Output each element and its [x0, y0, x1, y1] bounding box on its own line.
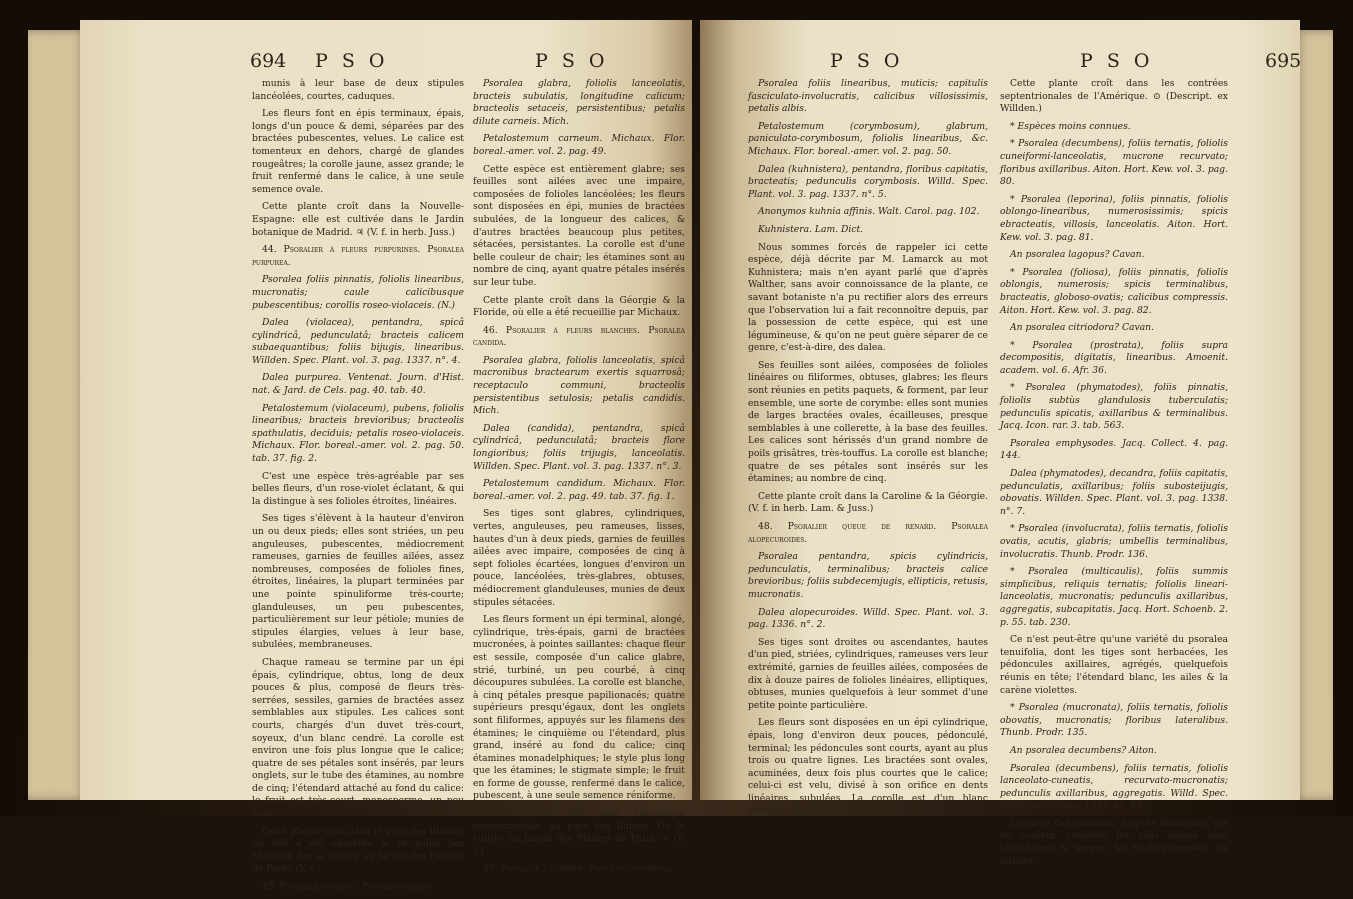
- paragraph: An psoralea lagopus? Cavan.: [1010, 249, 1145, 261]
- paragraph: * Psoralea (decumbens), foliis ternatis, foliolis cuneiformi-lanceolatis, mucrone recurvato; floribus axillaribus. Aiton. Hort. Kew. vol. 3. pag. 80.: [1000, 138, 1228, 188]
- paragraph: Cette plante croît dans la Nouvelle-Espagne: elle est cultivée dans le Jardin botanique de Madrid. ♃ (V. f. in herb. Juss.): [252, 201, 464, 238]
- paragraph: Cette plante croît dans le pays des Illinois, où elle a été observée & recueillie par Michaux. On la cultive au Jardin des Plantes de Paris. (V. v.): [252, 825, 464, 875]
- right-column-2: [1000, 78, 1228, 873]
- paragraph: Psoralea glabra, foliolis lanceolatis, spicâ macronibus bractearum exertis squarrosâ; receptaculo communi, bracteolis persistentibus setulosis; petalis candidis. Mich.: [473, 354, 685, 417]
- paragraph: C'est une espèce très-agréable par ses belles fleurs, d'un rose-violet éclatant, & qui la distingue à ses folioles étroites, linéaires.: [252, 470, 464, 507]
- paragraph: Petalostemum carneum. Michaux. Flor. boreal.-amer. vol. 2. pag. 49.: [473, 133, 685, 157]
- paragraph: munis à leur base de deux stipules lancéolées, courtes, caduques.: [252, 78, 464, 102]
- paragraph: Dalea (kuhnistera), pentandra, floribus capitatis, bracteatis; pedunculis corymbosis. Willd. Spec. Plant. vol. 3. pag. 1337. n°. 5.: [748, 163, 988, 200]
- paragraph: Psoralea emphysodes. Jacq. Collect. 4. pag. 144.: [1000, 437, 1228, 462]
- paragraph: An psoralea citriodora? Cavan.: [1010, 322, 1155, 334]
- paragraph: * Espèces moins connues.: [1010, 120, 1131, 132]
- paragraph: Dalea alopecuroides. Willd. Spec. Plant. vol. 3. pag. 1336. n°. 2.: [748, 606, 988, 631]
- paragraph: * Psoralea (phymatodes), foliis pinnatis, foliolis subtùs glandulosis tuberculatis; pedunculis spicatis, axillaribus & terminalibus. Jacq. Icon. rar. 3. tab. 563.: [1000, 382, 1228, 432]
- page-number-left: 694: [250, 50, 287, 72]
- paragraph: * Psoralea (mucronata), foliis ternatis, foliolis obovatis, mucronatis; floribus lateralibus. Thunb. Prodr. 135.: [1000, 702, 1228, 739]
- paragraph: Dalea (phymatodes), decandra, foliis capitatis, pedunculatis, axillaribus; foliis subosteijugis, obovatis. Willden. Spec. Plant. vol. 3. pag. 1338. n°. 7.: [1000, 468, 1228, 517]
- paragraph: Psoralea foliis linearibus, muticis; capitulis fasciculato-involucratis, calicibus villosissimis, petalis albis.: [748, 78, 988, 115]
- paragraph: 47. Psoralier à corymbe. Psoralea corymbosa.: [483, 863, 674, 875]
- right-column-1: [748, 78, 988, 823]
- paragraph: Ses tiges s'élèvent à la hauteur d'environ un ou deux pieds; elles sont striées, un peu anguleuses, pubescentes, médiocrement rameuses, garnies de feuilles ailées, assez nombreuses, composées de folioles fines, étroites, linéaires, la plupart terminées par une pointe spinuliforme très-courte; glanduleuses, un peu pubescentes, particulièrement sur leur pétiole; munies de stipules élargies, velues à leur base, subulées, membraneuses.: [252, 513, 464, 651]
- paragraph: * Psoralea (foliosa), foliis pinnatis, foliolis oblongis, numerosis; spicis terminalibus, bracteatis, globoso-ovatis; calicibus compressis. Aiton. Hort. Kew. vol. 3. pag. 82.: [1000, 266, 1228, 316]
- paragraph: L'écorce des rameaux, d'après Willdenow, est de couleur cendrée; les plus jeunes sont blanchâtres & soyeux; les feuilles ternées; les folioles: [1000, 817, 1228, 867]
- paragraph: Ses tiges sont glabres, cylindriques, vertes, anguleuses, peu rameuses, lisses, hautes d'un à deux pieds, garnies de feuilles ailées avec impaire, composées de cinq à sept folioles écartées, longues d'environ un pouce, lancéolées, très-glabres, obtuses, médiocrement glanduleuses, munies de deux stipules sétacées.: [473, 508, 685, 608]
- paragraph: Dalea (candida), pentandra, spicâ cylindricâ, pedunculatâ; bracteis flore longioribus; foliis trijugis, lanceolatis. Willden. Spec. Plant. vol. 3. pag. 1337. n°. 3.: [473, 422, 685, 472]
- paragraph: Cette plante croît dans les contrées septentrionales de l'Amérique. ⊙ (Descript. ex Willden.): [1000, 78, 1228, 115]
- paragraph: Psoralea glabra, foliolis lanceolatis, bracteis subulatis, longitudine calicum; bracteolis setaceis, persistentibus; petalis dilute carneis. Mich.: [473, 78, 685, 127]
- left-column-1: [252, 78, 464, 899]
- paragraph: Cette plante croît dans l'Amérique septentrionale, au pays des Illinois. On la cultive au Jardin des Plantes de Paris. ♃ (V. v.): [473, 808, 685, 857]
- paragraph: 45. Psoralier incarnat. Psoralea carnea.: [262, 881, 432, 893]
- paragraph: * Psoralea (multicaulis), foliis summis simplicibus, reliquis ternatis; foliolis lineari-lanceolatis, mucronatis; pedunculis axillaribus, aggregatis, subcapitatis. Jacq. Hort. Schoenb. 2. p. 55. tab. 230.: [1000, 566, 1228, 628]
- paragraph: * Psoralea (prostrata), foliis supra decompositis, digitatis, linearibus. Amoenit. academ. vol. 6. Afr. 36.: [1000, 339, 1228, 376]
- paragraph: Kuhnistera. Lam. Dict.: [758, 223, 864, 235]
- paragraph: Ses tiges sont droites ou ascendantes, hautes d'un pied, striées, cylindriques, rameuses vers leur extrémité, garnies de feuilles ailées, composées de dix à douze paires de folioles linéaires, elliptiques, obtuses, munies quelquefois à leur sommet d'une petite pointe particulière.: [748, 636, 988, 711]
- paragraph: Chaque rameau se termine par un épi épais, cylindrique, obtus, long de deux pouces & plus, composé de fleurs très-serrées, sessiles, garnies de bractées assez semblables aux stipules. Les calices sont courts, chargés d'un duvet très-court, soyeux, d'un blanc cendré. La corolle est environ une fois plus longue que le calice; quatre de ses pétales sont insérés, par leurs onglets, sur le tube des étamines, au nombre de cinq; l'étendard attaché au fond du calice: le fruit est très-court, monosperme, un peu velu.: [252, 656, 464, 820]
- paragraph: Petalostemum candidum. Michaux. Flor. boreal.-amer. vol. 2. pag. 49. tab. 37. fig. 1.: [473, 478, 685, 502]
- right-page: [700, 20, 1302, 867]
- paragraph: * Psoralea (involucrata), foliis ternatis, foliolis ovatis, acutis, glabris; umbellis terminalibus, involucratis. Thunb. Prodr. 136.: [1000, 523, 1228, 560]
- paragraph: Dalea purpurea. Ventenat. Journ. d'Hist. nat. & Jard. de Cels. pag. 40. tab. 40.: [252, 372, 464, 397]
- paragraph: 48. Psoralier queue de renard. Psoralea alopecuroides.: [748, 521, 988, 545]
- paragraph: Psoralea pentandra, spicis cylindricis, pedunculatis, terminalibus; bracteis calice brevioribus; foliis subdecemjugis, ellipticis, retusis, mucronatis.: [748, 551, 989, 600]
- running-head-left-col2: P S O: [535, 50, 609, 72]
- paragraph: Ses feuilles sont ailées, composées de folioles linéaires ou filiformes, obtuses, glabres; les fleurs sont réunies en petits paquets, & forment, par leur ensemble, une sorte de corymbe: elles sont munies de larges bractées ovales, écailleuses, presque semblables à une collerette, à la base des feuilles. Les calices sont hérissés d'un grand nombre de poils grisâtres, très-touffus. La corolle est blanche; quatre de ses pétales sont insérés sur les étamines; au nombre de cinq.: [748, 359, 988, 485]
- paragraph: Nous sommes forcés de rappeler ici cette espèce, déjà décrite par M. Lamarck au mot Kuhnistera; mais n'en ayant parlé que d'après Walther, sans avoir connoissance de la plante, ce savant botaniste n'a pu rectifier alors des erreurs que l'observation lui a fait reconnoître depuis, par la possession de cette espèce, qui est une légumineuse, & qu'on ne peut guère séparer de ce genre, c'est-à-dire, des dalea.: [748, 241, 988, 354]
- page-edges-left: [28, 30, 88, 800]
- running-head-right-col2: P S O: [1080, 50, 1154, 72]
- paragraph: Anonymos kuhnia affinis. Walt. Carol. pag. 102.: [758, 206, 980, 218]
- paragraph: 46. Psoralier à fleurs blanches. Psoralea candida.: [473, 324, 685, 349]
- paragraph: Psoralea (decumbens), foliis ternatis, foliolis lanceolato-cuneatis, recurvato-mucronatis; pedunculis axillaribus, aggregatis. Willd. Spec. Plant. vol. 3. pag. 1347. n°. 23.: [1000, 762, 1228, 812]
- paragraph: Cette plante croît dans la Caroline & la Géorgie. (V. f. in herb. Lam. & Juss.): [748, 490, 988, 515]
- paragraph: Les fleurs forment un épi terminal, alongé, cylindrique, très-épais, garni de bractées mucronées, à pointes saillantes: chaque fleur est sessile, composée d'un calice glabre, strié, turbiné, un peu courbé, à cinq découpures subulées. La corolle est blanche, à cinq pétales presque papilionacés; quatre supérieurs presqu'égaux, dont les onglets sont filiformes, appuyés sur les filamens des étamines; le cinquième ou l'étendard, plus grand, inséré au fond du calice; cinq étamines monadelphiques; le style plus long que les étamines; le stigmate simple; le fruit en forme de gousse, renfermé dans le calice, pubescent, à une seule semence réniforme.: [473, 614, 685, 802]
- paragraph: 44. Psoralier à fleurs purpurines. Psoralea purpurea.: [252, 244, 464, 268]
- paragraph: An psoralea decumbens? Aiton.: [1010, 744, 1157, 756]
- running-head-left-col1: P S O: [315, 50, 389, 72]
- left-column-2: [473, 78, 685, 881]
- paragraph: Dalea (violacea), pentandra, spicâ cylindricâ, pedunculatâ; bracteis calicem subaequantibus; foliis bijugis, linearibus. Willden. Spec. Plant. vol. 3. pag. 1337. n°. 4.: [252, 317, 464, 366]
- paragraph: Petalostemum (corymbosum), glabrum, paniculato-corymbosum, foliolis linearibus, &c. Michaux. Flor. boreal.-amer. vol. 2. pag. 50.: [748, 120, 988, 157]
- paragraph: Les fleurs sont disposées en un épi cylindrique, épais, long d'environ deux pouces, pédonculé, terminal; les pédoncules sont courts, ayant au plus trois ou quatre lignes. Les bractées sont ovales, acuminées, deux fois plus courtes que le calice; celui-ci est velu, divisé à son orifice en dents linéaires, subulées. La corolle est d'un blanc mélangé de bleu.: [748, 717, 988, 817]
- paragraph: Psoralea foliis pinnatis, foliolis linearibus, mucronatis; caule calicibusque pubescentibus; corollis roseo-violaceis. (N.): [252, 274, 464, 311]
- paragraph: Cette espèce est entièrement glabre; ses feuilles sont ailées avec une impaire, composées de folioles lancéolées; les fleurs sont disposées en épi, munies de bractées subulées, de la longueur des calices, & d'autres bractées beaucoup plus petites, sétacées, persistantes. La corolle est d'une belle couleur de chair; les étamines sont au nombre de cinq, ayant quatre pétales insérés sur leur tube.: [473, 163, 685, 288]
- running-head-right-col1: P S O: [830, 50, 904, 72]
- page-number-right: 695: [1265, 50, 1302, 72]
- paragraph: Petalostemum (violaceum), pubens, foliolis linearibus; bracteis brevioribus; bracteolis spathulatis, deciduis; petalis roseo-violaceis. Michaux. Flor. boreal.-amer. vol. 2. pag. 50. tab. 37. fig. 2.: [252, 402, 464, 465]
- paragraph: Les fleurs font en épis terminaux, épais, longs d'un pouce & demi, séparées par des bractées pubescentes, velues. Le calice est tomenteux en dehors, chargé de glandes rougeâtres; la corolle jaune, assez grande; le fruit renfermé dans le calice, à une seule semence ovale.: [252, 108, 464, 195]
- left-page: [80, 20, 692, 893]
- paragraph: * Psoralea (leporina), foliis pinnatis, foliolis oblongo-linearibus, numerosissimis; spicis ebracteatis, villosis, lanceolatis. Aiton. Hort. Kew. vol. 3. pag. 81.: [1000, 193, 1228, 243]
- paragraph: Ce n'est peut-être qu'une variété du psoralea tenuifolia, dont les tiges sont herbacées, les pédoncules axillaires, agrégés, quelquefois réunis en tête; l'étendard blanc, les ailes & la carène violettes.: [1000, 634, 1228, 696]
- paragraph: Cette plante croît dans la Géorgie & la Floride, où elle a été recueillie par Michaux.: [473, 294, 685, 319]
